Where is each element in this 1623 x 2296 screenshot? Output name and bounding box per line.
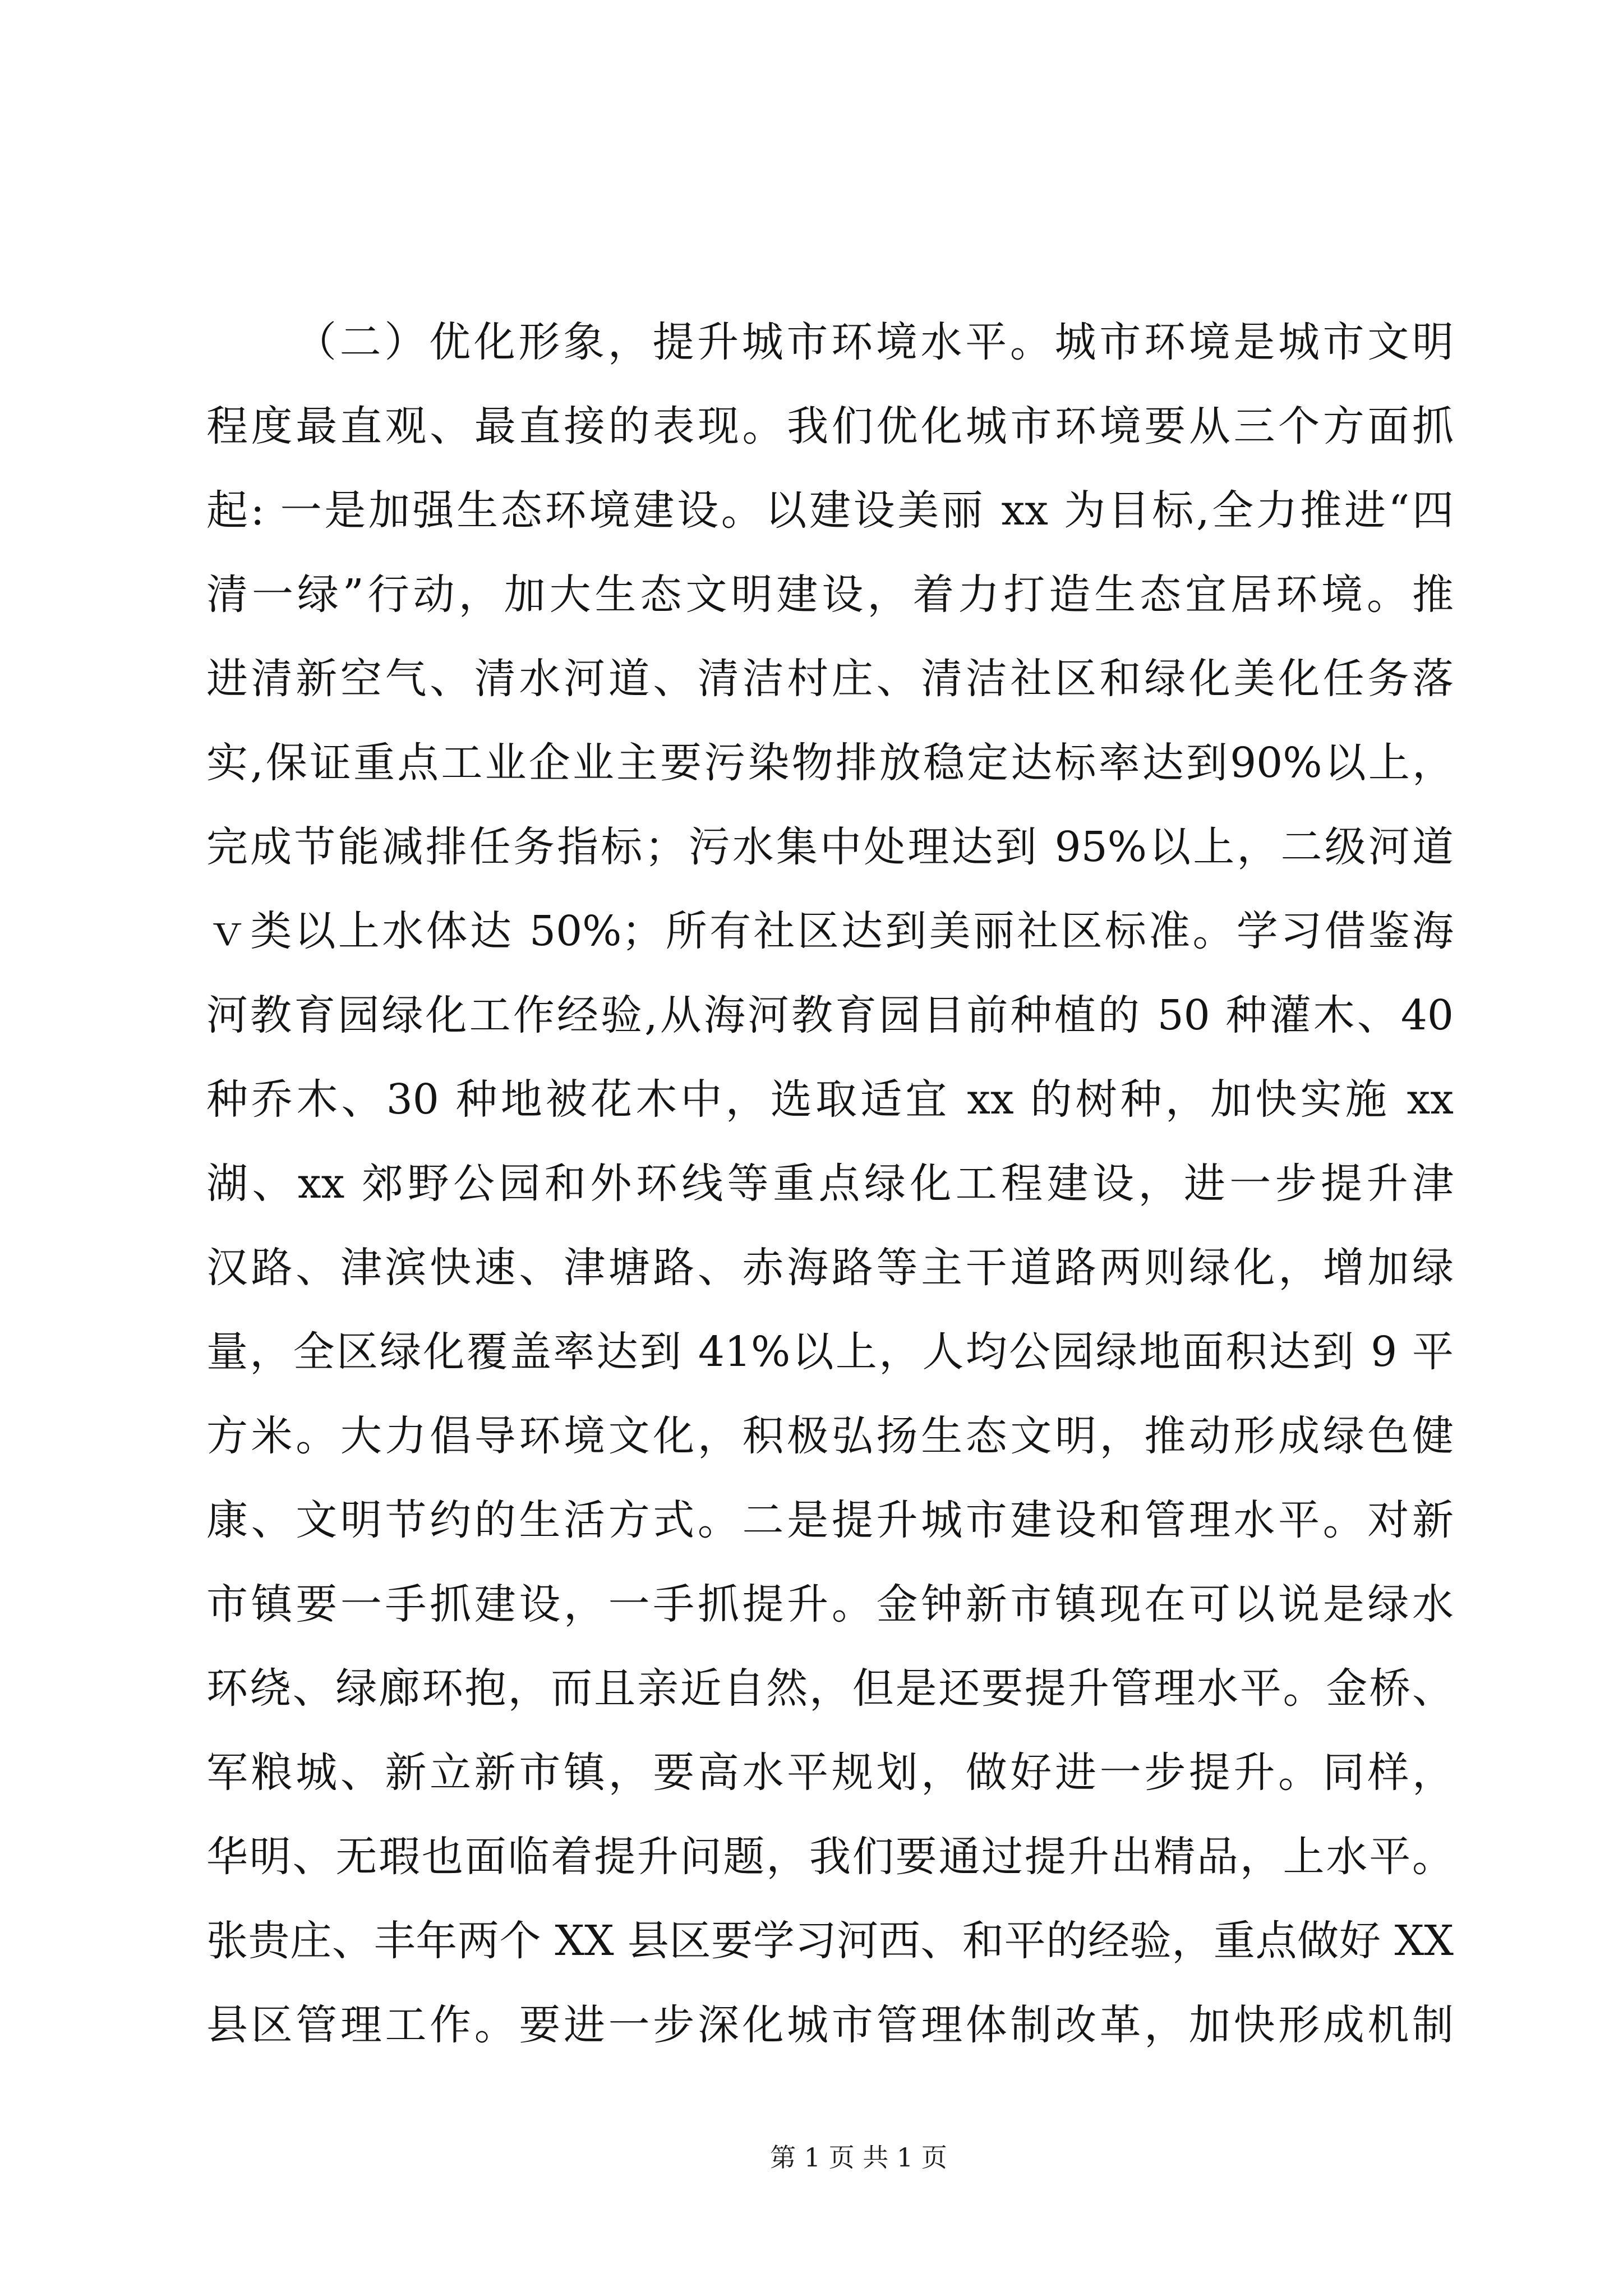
body-line: 华明、无瑕也面临着提升问题，我们要通过提升出精品，上水平。 bbox=[206, 1833, 1454, 1881]
body-line: 湖、xx 郊野公园和外环线等重点绿化工程建设，进一步提升津 bbox=[206, 1159, 1454, 1208]
body-line: 方米。大力倡导环境文化，积极弘扬生态文明，推动形成绿色健 bbox=[206, 1412, 1454, 1460]
body-line: 量，全区绿化覆盖率达到 41%以上，人均公园绿地面积达到 9 平 bbox=[206, 1328, 1454, 1376]
body-line: （二）优化形象，提升城市环境水平。城市环境是城市文明 bbox=[295, 318, 1454, 366]
body-line: 环绕、绿廊环抱，而且亲近自然，但是还要提升管理水平。金桥、 bbox=[206, 1664, 1454, 1713]
body-line: 河教育园绿化工作经验,从海河教育园目前种植的 50 种灌木、40 bbox=[206, 991, 1454, 1039]
body-line: 军粮城、新立新市镇，要高水平规划，做好进一步提升。同样， bbox=[206, 1749, 1454, 1797]
body-line: 进清新空气、清水河道、清洁村庄、清洁社区和绿化美化任务落 bbox=[206, 655, 1454, 703]
body-line: 张贵庄、丰年两个 XX 县区要学习河西、和平的经验，重点做好 XX bbox=[206, 1917, 1454, 1965]
body-line: 清一绿”行动，加大生态文明建设，着力打造生态宜居环境。推 bbox=[206, 570, 1454, 619]
document-body bbox=[206, 300, 1454, 2067]
body-line: 县区管理工作。要进一步深化城市管理体制改革，加快形成机制 bbox=[206, 2001, 1454, 2049]
body-line: ｖ类以上水体达 50%；所有社区达到美丽社区标准。学习借鉴海 bbox=[206, 907, 1454, 955]
page-number-footer: 第 1 页 共 1 页 bbox=[770, 2142, 947, 2173]
body-line: 实,保证重点工业企业主要污染物排放稳定达标率达到90%以上， bbox=[206, 739, 1454, 787]
body-line: 种乔木、30 种地被花木中，选取适宜 xx 的树种，加快实施 xx bbox=[206, 1075, 1454, 1124]
body-line: 程度最直观、最直接的表现。我们优化城市环境要从三个方面抓 bbox=[206, 402, 1454, 450]
body-line: 市镇要一手抓建设，一手抓提升。金钟新市镇现在可以说是绿水 bbox=[206, 1580, 1454, 1628]
body-line: 汉路、津滨快速、津塘路、赤海路等主干道路两则绿化，增加绿 bbox=[206, 1244, 1454, 1292]
body-line: 康、文明节约的生活方式。二是提升城市建设和管理水平。对新 bbox=[206, 1496, 1454, 1544]
body-line: 完成节能减排任务指标；污水集中处理达到 95%以上，二级河道 bbox=[206, 823, 1454, 871]
body-line: 起: 一是加强生态环境建设。以建设美丽 xx 为目标,全力推进“四 bbox=[206, 486, 1454, 535]
